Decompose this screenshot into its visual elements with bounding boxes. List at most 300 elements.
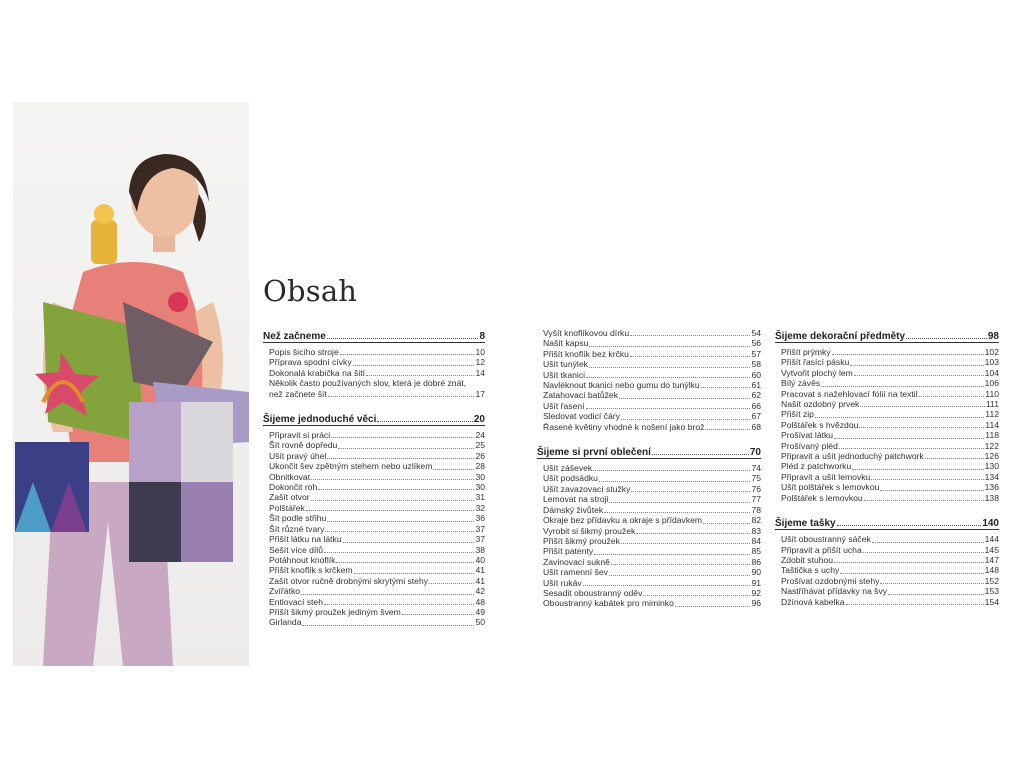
entry-title: Taštička s uchy [781, 565, 840, 576]
leader-dots [919, 396, 985, 397]
entry-page-number: 57 [751, 348, 761, 359]
entry-page-number: 147 [984, 554, 999, 565]
leader-dots [652, 454, 749, 455]
leader-dots [328, 396, 475, 397]
section-page-number: 8 [479, 331, 485, 342]
toc-section [263, 328, 485, 399]
toc-entry [263, 472, 485, 482]
leader-dots [338, 448, 474, 449]
leader-dots [402, 614, 475, 615]
entry-page-number: 36 [475, 513, 485, 524]
toc-entry [537, 515, 761, 525]
entry-page-number: 118 [985, 430, 999, 441]
toc-column-2 [537, 328, 761, 609]
entry-title: Ušít pravý úhel [269, 450, 327, 461]
entry-page-number: 106 [984, 378, 999, 389]
toc-section [775, 515, 999, 607]
toc-entry [775, 409, 999, 419]
section-gap [263, 399, 485, 411]
entry-title: Zdobit stuhou [781, 554, 834, 565]
entry-title: Vyšít knoflíkovou dírku [543, 328, 630, 338]
entry-title: Polštářek s hvězdou [781, 419, 859, 430]
toc-entry [537, 546, 761, 556]
toc-column-1 [263, 328, 485, 628]
entry-page-number: 103 [984, 357, 999, 368]
toc-entry [775, 389, 999, 399]
section-title: Než začneme [263, 331, 326, 342]
toc-entry [775, 399, 999, 409]
toc-entry [537, 328, 761, 338]
toc-entry [775, 545, 999, 555]
entry-title: Přišít látku na látku [269, 534, 342, 545]
toc-entry [775, 586, 999, 596]
entry-page-number: 130 [984, 461, 999, 472]
entry-title: Pracovat s nažehlovací fólií na textil [781, 388, 918, 399]
entry-title: Obnitkovat [269, 471, 311, 482]
leader-dots [888, 594, 984, 595]
toc-column-3 [775, 328, 999, 607]
entry-title: Řasené květiny vhodné k nošení jako brož [543, 421, 705, 432]
toc-section [537, 328, 761, 432]
leader-dots [701, 387, 751, 388]
leader-dots [331, 437, 474, 438]
leader-dots [433, 469, 474, 470]
entry-title: Navléknout tkanici nebo gumu do tunýlku [543, 380, 700, 391]
entry-title: Zvířátko [269, 586, 301, 597]
toc-entry [775, 378, 999, 388]
leader-dots [311, 479, 474, 480]
entry-page-number: 104 [984, 367, 999, 378]
entry-title: Přišít patenty [543, 546, 594, 557]
leader-dots [302, 625, 474, 626]
toc-entry [537, 338, 761, 348]
entry-title: Ušít záševek [543, 463, 593, 474]
entry-page-number: 17 [475, 388, 485, 399]
toc-entry [263, 503, 485, 513]
entry-page-number: 30 [475, 471, 485, 482]
leader-dots [311, 500, 475, 501]
entry-title: Připravit si práci [269, 430, 331, 441]
entry-page-number: 68 [751, 421, 761, 432]
toc-entry [537, 505, 761, 515]
leader-dots [837, 525, 982, 526]
leader-dots [621, 419, 751, 420]
entry-page-number: 10 [475, 347, 485, 357]
entry-page-number: 122 [984, 440, 999, 451]
entry-title: Připravit a ušít jednoduchý patchwork [781, 451, 924, 462]
leader-dots [860, 406, 985, 407]
entry-page-number: 145 [984, 544, 999, 555]
entry-title: Připravit a přišít ucha [781, 544, 862, 555]
toc-entry [537, 526, 761, 536]
toc-entry [263, 389, 485, 399]
entry-page-number: 54 [751, 328, 761, 338]
toc-entry [537, 578, 761, 588]
entry-page-number: 25 [475, 440, 485, 451]
section-gap [537, 432, 761, 444]
entry-title: Potáhnout knoflík [269, 554, 336, 565]
entry-title: Ušít řasení [543, 400, 585, 411]
entry-page-number: 111 [985, 399, 999, 410]
leader-dots [301, 594, 474, 595]
entry-title: Popis šicího stroje [269, 347, 339, 357]
entry-page-number: 40 [475, 554, 485, 565]
entry-page-number: 126 [984, 451, 999, 462]
toc-entry [775, 576, 999, 586]
entry-page-number: 136 [984, 482, 999, 493]
toc-entry [263, 368, 485, 378]
toc-entry [263, 357, 485, 367]
entry-page-number: 78 [751, 504, 761, 515]
entry-page-number: 48 [475, 596, 485, 607]
toc-entry [263, 451, 485, 461]
leader-dots [336, 562, 474, 563]
toc-entry [775, 493, 999, 503]
entry-page-number: 67 [751, 411, 761, 422]
entry-page-number: 138 [984, 492, 999, 503]
entry-title: Entlovací steh [269, 596, 323, 607]
entry-page-number: 31 [475, 492, 485, 503]
toc-entry [263, 513, 485, 523]
toc-section [775, 328, 999, 503]
entry-page-number: 76 [751, 483, 761, 494]
entry-title: Ušít zavazovací stužky [543, 483, 631, 494]
section-title: Šijeme dekorační předměty [775, 331, 906, 342]
entry-page-number: 152 [984, 575, 999, 586]
leader-dots [611, 564, 751, 565]
entry-title: Džínová kabelka [781, 596, 845, 607]
entry-title: Několik často používaných slov, která je dobré znát, [269, 378, 467, 389]
entry-title: Šít podle střihu [269, 513, 327, 524]
entry-title: Zatahovací batůžek [543, 390, 619, 401]
section-heading [775, 328, 999, 343]
entry-title: Šít rovně dopředu [269, 440, 338, 451]
entry-title: Prošívaný pléd [781, 440, 838, 451]
leader-dots [880, 583, 983, 584]
leader-dots [609, 575, 750, 576]
entry-title: Přišít zip [781, 409, 814, 420]
entry-title: Polštářek s lemovkou [781, 492, 863, 503]
leader-dots [377, 421, 473, 422]
entry-page-number: 114 [985, 419, 999, 430]
entry-title: Sesadit oboustranný oděv [543, 587, 643, 598]
leader-dots [631, 491, 750, 492]
entry-page-number: 74 [751, 463, 761, 474]
entry-title: Přišít šikmý proužek jediným švem [269, 606, 401, 617]
leader-dots [327, 521, 474, 522]
entry-page-number: 14 [475, 367, 485, 378]
entry-page-number: 134 [984, 471, 999, 482]
entry-page-number: 49 [475, 606, 485, 617]
entry-title: Vyrobit si šikmý proužek [543, 525, 636, 536]
toc-entry [775, 357, 999, 367]
leader-dots [366, 375, 474, 376]
toc-entry [537, 370, 761, 380]
leader-dots [604, 512, 750, 513]
section-title: Šijeme jednoduché věci [263, 414, 377, 426]
toc-entry [775, 451, 999, 461]
entry-page-number: 37 [475, 534, 485, 545]
toc-entry [263, 378, 485, 388]
entry-title: Nastříhávat přídavky na švy [781, 586, 888, 597]
leader-dots [327, 338, 479, 339]
leader-dots [821, 386, 983, 387]
toc-entry [537, 411, 761, 421]
entry-title: Šít různé tvary [269, 523, 325, 534]
entry-page-number: 154 [984, 596, 999, 607]
entry-page-number: 38 [475, 544, 485, 555]
leader-dots [353, 365, 475, 366]
entry-page-number: 85 [751, 546, 761, 557]
entry-title: Girlanda [269, 617, 302, 628]
leader-dots [429, 583, 474, 584]
entry-page-number: 77 [751, 494, 761, 505]
toc-entry [775, 534, 999, 544]
entry-page-number: 92 [751, 587, 761, 598]
entry-title: Ušít ramenní šev [543, 567, 608, 578]
entry-page-number: 84 [751, 535, 761, 546]
entry-page-number: 75 [751, 473, 761, 484]
leader-dots [306, 510, 475, 511]
entry-page-number: 26 [475, 450, 485, 461]
entry-page-number: 12 [475, 357, 485, 368]
leader-dots [325, 531, 474, 532]
entry-title: Přišít knoflík bez krčku [543, 348, 629, 359]
leader-dots [852, 469, 983, 470]
toc-entry [537, 494, 761, 504]
toc-entry [537, 484, 761, 494]
leader-dots [619, 398, 750, 399]
leader-dots [840, 573, 983, 574]
entry-title: Sešít více dílů [269, 544, 323, 555]
toc-entry [775, 420, 999, 430]
leader-dots [850, 365, 983, 366]
cover-photo [13, 102, 249, 666]
entry-title: Prošívat ozdobnými stehy [781, 575, 880, 586]
section-title: Šijeme tašky [775, 518, 836, 530]
leader-dots [589, 367, 751, 368]
entry-page-number: 56 [751, 338, 761, 349]
leader-dots [643, 595, 750, 596]
entry-page-number: 66 [751, 400, 761, 411]
entry-title: Zavinovací sukně [543, 556, 610, 567]
toc-entry [263, 430, 485, 440]
leader-dots [863, 552, 984, 553]
toc-entry [263, 482, 485, 492]
leader-dots [675, 606, 751, 607]
entry-page-number: 61 [751, 380, 761, 391]
entry-page-number: 24 [475, 430, 485, 441]
section-page-number: 98 [987, 331, 999, 342]
entry-title: Ušít rukáv [543, 577, 582, 588]
entry-title: Zašít otvor [269, 492, 310, 503]
entry-title: Připravit a ušít lemovku [781, 471, 871, 482]
entry-page-number: 42 [475, 586, 485, 597]
entry-title: Našít kapsu [543, 338, 589, 349]
entry-title: než začnete šít [269, 388, 327, 399]
toc-section [263, 411, 485, 628]
leader-dots [871, 479, 983, 480]
leader-dots [340, 354, 475, 355]
entry-page-number: 41 [475, 575, 485, 586]
leader-dots [593, 470, 750, 471]
section-heading [775, 515, 999, 530]
toc-entry [263, 534, 485, 544]
leader-dots [594, 554, 750, 555]
entry-title: Přišít řasící pásku [781, 357, 850, 368]
toc-entry [775, 597, 999, 607]
leader-dots [583, 585, 751, 586]
entry-title: Sledovat vodicí čáry [543, 411, 620, 422]
page-title: Obsah [263, 274, 358, 308]
entry-page-number: 41 [475, 565, 485, 576]
entry-title: Oboustranný kabátek pro miminko [543, 598, 674, 609]
toc-entry [537, 463, 761, 473]
entry-title: Ušít oboustranný sáček [781, 534, 871, 545]
entry-page-number: 153 [984, 586, 999, 597]
leader-dots [327, 458, 474, 459]
toc-entry [775, 441, 999, 451]
leader-dots [599, 481, 751, 482]
toc-entry [263, 607, 485, 617]
toc-entry [263, 461, 485, 471]
entry-title: Našít ozdobný prvek [781, 399, 860, 410]
entry-title: Přišít knoflík s krčkem [269, 565, 353, 576]
entry-title: Pléd z patchworku [781, 461, 852, 472]
toc-entry [537, 422, 761, 432]
leader-dots [839, 448, 984, 449]
toc-entry [537, 380, 761, 390]
entry-title: Přišít šikmý proužek [543, 535, 620, 546]
leader-dots [630, 356, 750, 357]
leader-dots [343, 542, 475, 543]
toc-entry [263, 586, 485, 596]
leader-dots [630, 335, 750, 336]
toc-entry [263, 492, 485, 502]
entry-title: Ukončit šev zpětným stehem nebo uzlíkem [269, 461, 433, 472]
toc-entry [775, 430, 999, 440]
leader-dots [586, 408, 751, 409]
leader-dots [846, 604, 984, 605]
section-heading [263, 328, 485, 343]
entry-page-number: 30 [475, 482, 485, 493]
entry-title: Okraje bez přídavku a okraje s přídavkem [543, 515, 703, 526]
leader-dots [872, 542, 984, 543]
section-gap [775, 503, 999, 515]
entry-title: Vytvořit plochý lem [781, 367, 853, 378]
entry-title: Dámský živůtek [543, 504, 604, 515]
toc-entry [263, 440, 485, 450]
entry-page-number: 37 [475, 523, 485, 534]
leader-dots [705, 429, 750, 430]
toc-entry [537, 349, 761, 359]
toc-entry [775, 472, 999, 482]
entry-page-number: 58 [751, 359, 761, 370]
entry-page-number: 86 [751, 556, 761, 567]
entry-title: Zašít otvor ručně drobnými skrytými stehy [269, 575, 429, 586]
toc-entry [263, 545, 485, 555]
toc-section [537, 444, 761, 609]
entry-page-number: 28 [475, 461, 485, 472]
toc-entry [775, 482, 999, 492]
entry-title: Dokonalá krabička na šití [269, 367, 366, 378]
toc-entry [263, 347, 485, 357]
leader-dots [864, 500, 984, 501]
entry-page-number: 110 [985, 388, 999, 399]
section-title: Šijeme si první oblečení [537, 447, 651, 459]
entry-title: Ušít tkanici [543, 369, 586, 380]
toc-entry [537, 598, 761, 608]
entry-page-number: 148 [984, 565, 999, 576]
leader-dots [636, 533, 750, 534]
entry-page-number: 62 [751, 390, 761, 401]
section-page-number: 140 [982, 518, 999, 530]
entry-page-number: 102 [984, 347, 999, 357]
entry-page-number: 82 [751, 515, 761, 526]
toc-entry [775, 565, 999, 575]
leader-dots [621, 543, 751, 544]
entry-title: Ušít podsádku [543, 473, 598, 484]
entry-page-number: 90 [751, 567, 761, 578]
entry-page-number: 60 [751, 369, 761, 380]
toc-entry [775, 555, 999, 565]
leader-dots [880, 490, 983, 491]
toc-entry [775, 368, 999, 378]
toc-entry [263, 524, 485, 534]
entry-title: Ušít polštářek s lemovkou [781, 482, 880, 493]
entry-page-number: 50 [475, 617, 485, 628]
toc-entry [537, 536, 761, 546]
leader-dots [324, 604, 474, 605]
entry-page-number: 32 [475, 502, 485, 513]
toc-entry [537, 567, 761, 577]
toc-entry [775, 461, 999, 471]
toc-entry [537, 359, 761, 369]
toc-entry [263, 576, 485, 586]
toc-entry [263, 617, 485, 627]
entry-title: Ušít tunýlek [543, 359, 588, 370]
section-heading [263, 411, 485, 426]
section-heading [537, 444, 761, 459]
leader-dots [859, 427, 984, 428]
entry-title: Přišít prýmky [781, 347, 831, 357]
toc-entry [537, 557, 761, 567]
entry-page-number: 91 [751, 577, 761, 588]
leader-dots [925, 458, 984, 459]
leader-dots [834, 438, 984, 439]
entry-page-number: 144 [984, 534, 999, 545]
entry-title: Polštářek [269, 502, 305, 513]
toc-entry [263, 565, 485, 575]
leader-dots [589, 346, 750, 347]
entry-title: Příprava spodní cívky [269, 357, 352, 368]
toc-entry [537, 390, 761, 400]
entry-title: Dokončit roh [269, 482, 318, 493]
leader-dots [586, 377, 750, 378]
toc-entry [537, 588, 761, 598]
leader-dots [609, 502, 750, 503]
entry-title: Prošívat látku [781, 430, 834, 441]
leader-dots [318, 489, 474, 490]
entry-page-number: 83 [751, 525, 761, 536]
section-page-number: 70 [749, 447, 761, 459]
entry-page-number: 96 [751, 598, 761, 609]
leader-dots [854, 375, 984, 376]
leader-dots [354, 573, 475, 574]
leader-dots [834, 562, 984, 563]
entry-title: Bílý závěs [781, 378, 821, 389]
leader-dots [906, 338, 987, 339]
